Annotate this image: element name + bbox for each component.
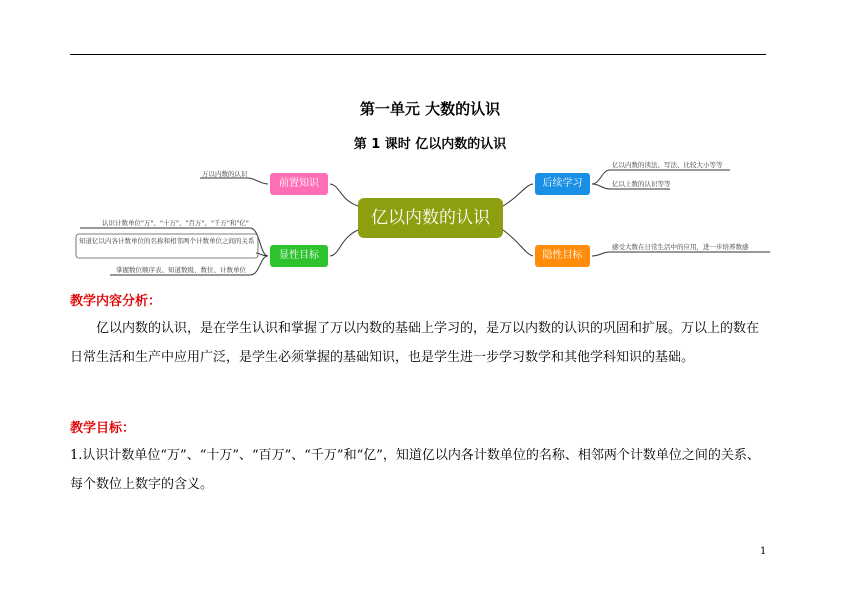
mindmap-follow-node: 后续学习 <box>535 173 590 195</box>
connector-follow <box>503 184 533 206</box>
analysis-heading: 教学内容分析： <box>70 294 162 309</box>
unit-title: 第一单元 大数的认识 <box>359 100 501 118</box>
connector-explicit <box>330 230 358 256</box>
lesson-title: 第 1 课时 亿以内数的认识 <box>353 137 507 152</box>
mindmap-explicit-node: 显性目标 <box>270 245 328 267</box>
mindmap-leaf: 认识计数单位"万"、"十万"、"百万"、"千万"和"亿" <box>102 219 249 227</box>
goal-item-1: 1.认识计数单位“万”、“十万”、“百万”、“千万”和“亿”，知道亿以内各计数单位的名称、相邻两个计数单位之间的关系、每个数位上数字的含义。 <box>70 448 760 492</box>
connector-prior <box>330 184 358 206</box>
goals-heading: 教学目标： <box>70 421 136 436</box>
header-rule <box>70 54 766 55</box>
mindmap-leaf: 掌握数位顺序表、知道数级、数位、计数单位 <box>116 266 246 274</box>
mindmap-leaf: 感受大数在日常生活中的应用，进一步培养数感 <box>612 243 749 251</box>
mind-map <box>70 160 770 280</box>
analysis-paragraph: 亿以内数的认识，是在学生认识和掌握了万以内数的基础上学习的，是万以内数的认识的巩固和扩展。万以上的数在日常生活和生产中应用广泛，是学生必须掌握的基础知识，也是学生进一步学习数学和其他学科知识的基础。 <box>70 321 760 365</box>
mindmap-implicit-node: 隐性目标 <box>535 245 590 267</box>
page-number: 1 <box>760 546 767 557</box>
mindmap-leaf: 万以内数的认识 <box>202 170 248 178</box>
mindmap-leaf: 亿以内数的读法、写法、比较大小等等 <box>612 161 723 169</box>
mindmap-leaf: 亿以上数的认识等等 <box>612 180 671 188</box>
mindmap-prior-node: 前置知识 <box>270 173 328 195</box>
connector-implicit <box>503 230 533 256</box>
mindmap-leaf: 知道亿以内各计数单位的名称和相邻两个计数单位之间的关系 <box>79 237 255 245</box>
mindmap-center-node: 亿以内数的认识 <box>358 198 503 238</box>
